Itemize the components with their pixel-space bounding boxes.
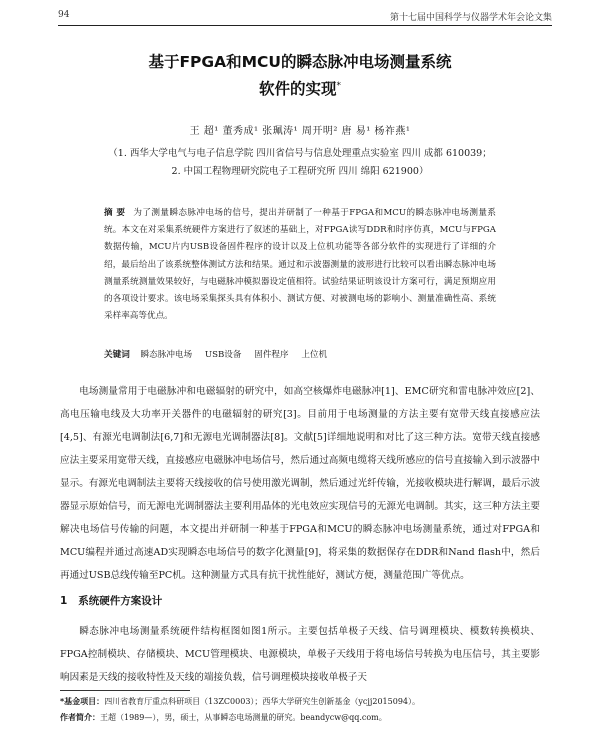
footnote-rule (60, 690, 190, 691)
footnote-label: 作者简介： (60, 713, 100, 722)
introduction-paragraph: 电场测量常用于电磁脉冲和电磁辐射的研究中，如高空核爆炸电磁脉冲[1]、EMC研究和雷电脉冲效应[2]、高电压输电线及大功率开关器件的电磁辐射的研究[3]。目前用于电场测量的方法主要有宽带天线直接感应法[4,5]、有源光电调制法[6,7]和无源电光调制器法[8]。文献[5]详细地说明和对比了这三种方法。宽带天线直接感应法主要采用宽带天线，直接感应电磁脉冲电场信号，然后通过高频电缆将天线所感应的信号直接输入到示波器中显示。有源光电调制法主要将天线接收的信号使用激光调制，然后通过光纤传输，光接收模块进行解调，最后示波器显示原始信号，而无源电光调制器法主要利用晶体的光电效应实现信号的无源光电调制。其实，这三种方法主要解决电场信号传输的问题，本文提出并研制一种基于FPGA和MCU的瞬态脉冲电场测量系统，通过对FPGA和MCU编程并通过高速AD实现瞬态电场信号的数字化测量[9]，将采集的数据保存在DDR和Nand flash中，然后再通过USB总线传输至PC机。这种测量方式具有抗干扰性能好，测试方便，测量范围广等优点。 (60, 386, 540, 581)
keyword: USB设备 (204, 350, 242, 360)
conference-title: 第十七届中国科学与仪器学术年会论文集 (389, 13, 552, 23)
footnote-author (60, 712, 540, 723)
footnote-label: *基金项目： (60, 697, 105, 706)
keyword: 固件程序 (254, 350, 289, 360)
section-paragraph: 瞬态脉冲电场测量系统硬件结构框图如图1所示。主要包括单极子天线、信号调理模块、模数转换模块、FPGA控制模块、存储模块、MCU管理模块、电源模块，单极子天线用于将电场信号转换为电压信号，其主要影响因素是天线的接收特性及天线的端接负载，信号调理模块接收单极子天 (60, 626, 540, 683)
abstract (104, 205, 496, 325)
keyword: 瞬态脉冲电场 (140, 350, 193, 360)
footnote-text: 四川省教育厅重点科研项目（13ZC0003）；西华大学研究生创新基金（ycjj2015094）。 (104, 697, 420, 706)
footnote-text: 王超（1989—），男，硕士，从事瞬态电场测量的研究。beandycw@qq.com。 (100, 713, 387, 722)
running-header (58, 10, 552, 24)
paper-title-line-1: 基于FPGA和MCU的瞬态脉冲电场测量系统 (148, 53, 452, 71)
paper-title-line-2 (60, 77, 540, 99)
title-line-2-text: 软件的实现 (258, 80, 337, 98)
section-number: 1 (60, 595, 68, 607)
section-title: 系统硬件方案设计 (78, 595, 163, 607)
affiliation-2: 2. 中国工程物理研究院电子工程研究所 四川 绵阳 621900） (171, 166, 429, 177)
funding-mark: * (336, 80, 341, 91)
keyword: 上位机 (301, 350, 328, 360)
page-number: 94 (58, 10, 70, 20)
abstract-label: 摘 要 (104, 208, 126, 218)
affiliation-1: （1. 西华大学电气与电子信息学院 四川省信号与信息处理重点实验室 四川 成都 610039； (108, 148, 492, 159)
abstract-text: 为了测量瞬态脉冲电场的信号，提出并研制了一种基于FPGA和MCU的瞬态脉冲电场测量系统。本文在对采集系统硬件方案进行了叙述的基础上，对FPGA读写DDR和时序仿真，MCU与FPGA数据传输，MCU片内USB设备固件程序的设计以及上位机功能等各部分软件的实现进行了详细的介绍，最后给出了该系统整体测试方法和结果。通过和示波器测量的波形进行比较可以看出瞬态脉冲电场测量系统测量效果较好，与电磁脉冲模拟器设定值相符。试验结果证明该设计方案可行，满足预期应用的各项设计要求。该电场采集探头具有体积小、测试方便、对被测电场的影响小、测量准确性高、系统采样率高等优点。 (104, 208, 497, 322)
author-list: 王 超¹ 董秀成¹ 张珮涛¹ 周开明² 唐 易¹ 杨祚燕¹ (189, 126, 411, 137)
keywords (104, 348, 496, 360)
section-heading (60, 593, 162, 608)
header-rule (58, 25, 552, 26)
keywords-label: 关键词 (104, 350, 130, 360)
footnote-funding (60, 696, 540, 707)
